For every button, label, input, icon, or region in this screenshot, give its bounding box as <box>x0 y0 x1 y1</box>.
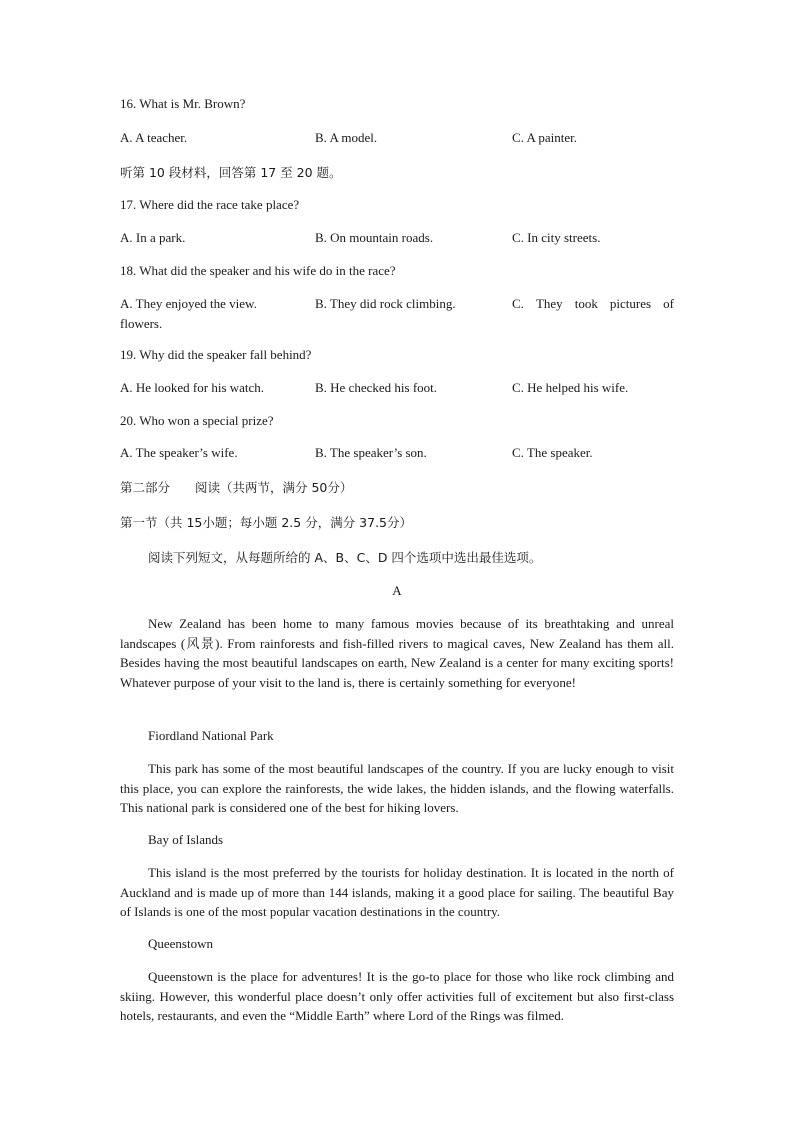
paragraph-bay-of-islands: This island is the most preferred by the tourists for holiday destination. It is located in the north of Auckland and is made up of more than 144 islands, making it a good place for sailing. The beautiful Bay of Islands is one of the most popular vacation destinations in the country. <box>120 865 674 920</box>
question-16-options <box>120 130 674 150</box>
option-c: C. He helped his wife. <box>512 380 629 395</box>
question-17-stem: 17. Where did the race take place? <box>120 197 300 212</box>
reading-instruction: 阅读下列短文，从每题所给的 A、B、C、D 四个选项中选出最佳选项。 <box>148 550 542 565</box>
question-17-options <box>120 230 674 250</box>
option-b: B. The speaker’s son. <box>315 445 427 460</box>
option-a: A. A teacher. <box>120 130 188 145</box>
question-19-stem: 19. Why did the speaker fall behind? <box>120 347 312 362</box>
option-a: A. In a park. <box>120 230 186 245</box>
question-16-stem: 16. What is Mr. Brown? <box>120 96 246 111</box>
option-c: C. A painter. <box>512 130 577 145</box>
part-two-title: 第二部分 阅读（共两节，满分 50分） <box>120 480 353 495</box>
option-c-continuation: flowers. <box>120 316 163 331</box>
paragraph-fiordland: This park has some of the most beautiful landscapes of the country. If you are lucky enough to visit this place, you can explore the rainforests, the wide lakes, the hidden islands, and the flowing waterfalls. This national park is considered one of the best for hiking lovers. <box>120 761 674 816</box>
question-18-stem: 18. What did the speaker and his wife do in the race? <box>120 263 396 278</box>
option-a: A. He looked for his watch. <box>120 380 265 395</box>
option-a: A. The speaker’s wife. <box>120 445 238 460</box>
subheading-queenstown: Queenstown <box>148 936 213 951</box>
section-10-instruction: 听第 10 段材料，回答第 17 至 20 题。 <box>120 165 342 180</box>
option-b: B. On mountain roads. <box>315 230 434 245</box>
passage-label: A <box>392 583 402 598</box>
section-one-title: 第一节（共 15小题；每小题 2.5 分，满分 37.5分） <box>120 515 413 530</box>
paragraph-queenstown: Queenstown is the place for adventures! It is the go-to place for those who like rock climbing and skiing. However, this wonderful place doesn’t only offer activities full of excitement but also first-class hotels, restaurants, and even the “Middle Earth” where Lord of the Rings was filmed. <box>120 969 674 1024</box>
question-19-options <box>120 380 674 400</box>
option-c: C. They took pictures of <box>512 296 674 311</box>
subheading-bay-of-islands: Bay of Islands <box>148 832 224 847</box>
option-b: B. A model. <box>315 130 378 145</box>
option-c: C. In city streets. <box>512 230 601 245</box>
question-18-options <box>120 294 674 334</box>
question-20-options <box>120 445 674 465</box>
subheading-fiordland: Fiordland National Park <box>148 728 274 743</box>
option-b: B. They did rock climbing. <box>315 296 456 311</box>
passage-intro: New Zealand has been home to many famous movies because of its breathtaking and unreal landscapes (风景). From rainforests and fish-filled rivers to magical caves, New Zealand has them all. Besides having the most beautiful landscapes on earth, New Zealand is a center for many exciting sports! Whatever purpose of your visit to the land is, there is certainly something for everyone! <box>120 616 674 691</box>
question-20-stem: 20. Who won a special prize? <box>120 413 274 428</box>
option-c: C. The speaker. <box>512 445 593 460</box>
option-a: A. They enjoyed the view. <box>120 296 257 311</box>
option-b: B. He checked his foot. <box>315 380 438 395</box>
